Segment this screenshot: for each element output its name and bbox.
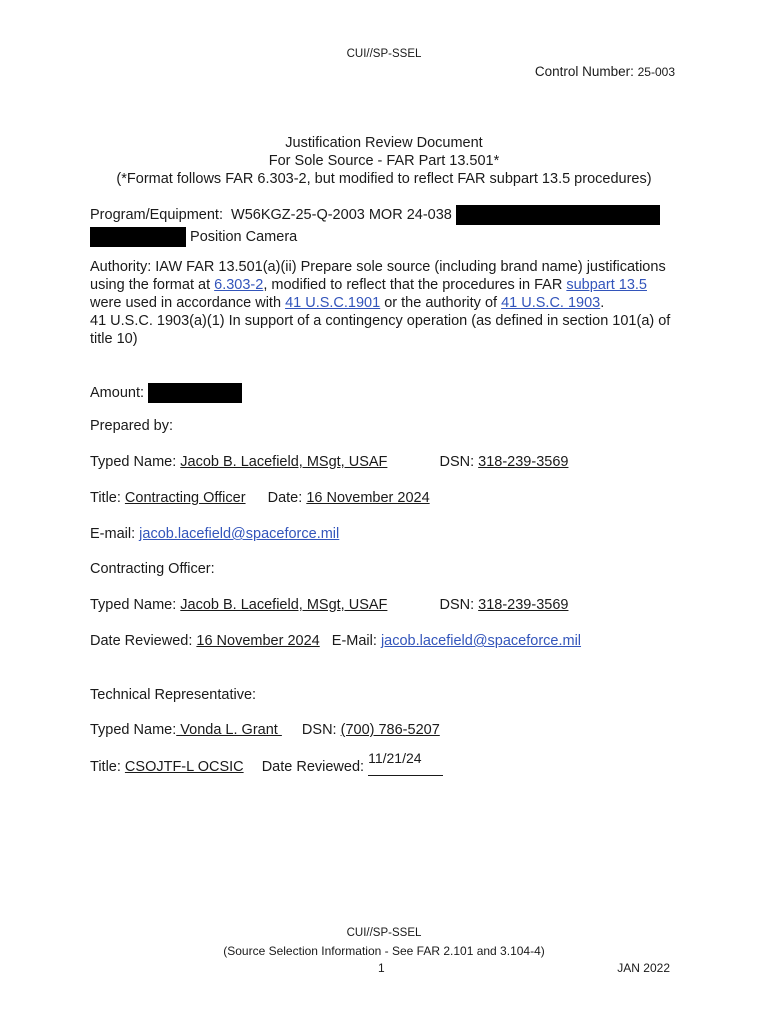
title-label: Title:: [90, 759, 121, 775]
authority-text-3: were used in accordance with: [90, 295, 286, 311]
usc-1903-link[interactable]: 41 U.S.C. 1903: [501, 295, 601, 311]
authority-block: [90, 258, 680, 348]
dsn-value: 318-239-3569: [478, 597, 569, 613]
date-reviewed-value: 16 November 2024: [196, 633, 320, 649]
amount-label: Amount:: [90, 384, 144, 401]
date-label: Date:: [267, 490, 303, 506]
redaction-block: [456, 205, 660, 225]
authority-line-2: 41 U.S.C. 1903(a)(1) In support of a contingency operation (as defined in section 101(a) of title 10): [90, 313, 671, 347]
typed-name-label: Typed Name:: [90, 454, 177, 470]
dsn-label: DSN:: [301, 722, 337, 738]
footer-cui-marking: CUI//SP-SSEL: [346, 927, 422, 939]
title-line-3: (*Format follows FAR 6.303-2, but modified to reflect FAR subpart 13.5 procedures): [116, 171, 652, 187]
far-6-303-2-link[interactable]: 6.303-2: [214, 277, 264, 293]
program-value: W56KGZ-25-Q-2003 MOR 24-038: [231, 206, 452, 223]
header-cui-marking: CUI//SP-SSEL: [346, 48, 422, 60]
technical-rep-name-row: [90, 721, 680, 739]
email-link[interactable]: jacob.lacefield@spaceforce.mil: [380, 633, 582, 649]
title-label: Title:: [90, 490, 121, 506]
date-reviewed-value: 11/21/24: [368, 750, 422, 766]
redaction-block: [90, 227, 186, 247]
typed-name-value: Jacob B. Lacefield, MSgt, USAF: [180, 597, 388, 613]
technical-rep-heading: Technical Representative:: [90, 687, 257, 703]
control-number: [535, 64, 675, 79]
authority-text-1: Authority: IAW FAR 13.501(a)(ii) Prepare sole source (including brand name) justifications using the format at: [90, 259, 666, 293]
usc-1901-link[interactable]: 41 U.S.C.1901: [285, 295, 381, 311]
authority-text-2: , modified to reflect that the procedures in FAR: [263, 277, 567, 293]
title-value: Contracting Officer: [124, 490, 246, 506]
prepared-by-title-row: [90, 489, 680, 507]
date-reviewed-label: Date Reviewed:: [90, 633, 193, 649]
date-reviewed-line: [368, 750, 443, 776]
prepared-by-name-row: [90, 453, 680, 471]
contracting-officer-heading: Contracting Officer:: [90, 561, 215, 577]
document-title-block: [0, 134, 768, 188]
dsn-label: DSN:: [439, 454, 475, 470]
email-label: E-Mail:: [331, 633, 377, 649]
page-number: 1: [378, 961, 385, 975]
typed-name-label: Typed Name:: [90, 597, 177, 613]
control-number-value: 25-003: [637, 65, 675, 79]
authority-text-4: or the authority of: [380, 295, 502, 311]
title-line-1: Justification Review Document: [285, 135, 483, 151]
contracting-officer-name-row: [90, 596, 680, 614]
title-line-2: For Sole Source - FAR Part 13.501*: [268, 153, 500, 169]
program-equipment-block: [90, 205, 680, 247]
typed-name-label: Typed Name:: [90, 722, 177, 738]
dsn-label: DSN:: [439, 597, 475, 613]
date-value: 16 November 2024: [306, 490, 430, 506]
footer-date: JAN 2022: [617, 961, 670, 975]
program-label: Program/Equipment:: [90, 206, 223, 223]
contracting-officer-review-row: [90, 632, 680, 650]
prepared-by-heading: Prepared by:: [90, 418, 174, 434]
far-subpart-13-5-link[interactable]: subpart 13.5: [566, 277, 647, 293]
date-reviewed-label: Date Reviewed:: [261, 759, 365, 775]
typed-name-value: Jacob B. Lacefield, MSgt, USAF: [180, 454, 388, 470]
redaction-block: [148, 383, 242, 403]
technical-rep-title-row: [90, 750, 680, 776]
dsn-value: 318-239-3569: [478, 454, 569, 470]
amount-row: [90, 383, 680, 403]
email-label: E-mail:: [90, 526, 136, 542]
prepared-by-email-row: [90, 525, 680, 543]
title-value: CSOJTF-L OCSIC: [124, 759, 244, 775]
program-value-2: Position Camera: [190, 228, 298, 245]
typed-name-value: Vonda L. Grant: [176, 722, 282, 738]
authority-text-5: .: [600, 295, 605, 311]
dsn-value: (700) 786-5207: [340, 722, 440, 738]
control-number-label: Control Number:: [534, 64, 638, 79]
email-link[interactable]: jacob.lacefield@spaceforce.mil: [139, 526, 340, 542]
footer-source-selection: (Source Selection Information - See FAR 2.101 and 3.104-4): [223, 944, 545, 958]
